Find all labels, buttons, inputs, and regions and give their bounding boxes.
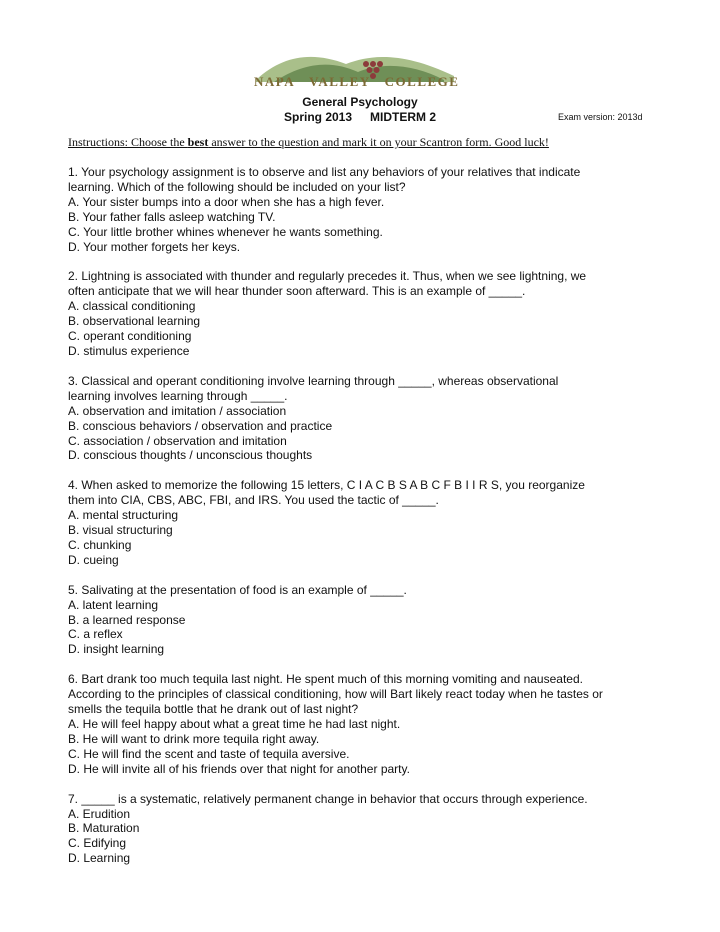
- answer-option-a: A. Erudition: [68, 806, 131, 821]
- answer-option-c: C. association / observation and imitation: [68, 433, 287, 448]
- answer-option-c: C. a reflex: [68, 627, 123, 642]
- answer-option-a: A. classical conditioning: [68, 299, 196, 314]
- question-text: smells the tequila bottle that he drank out of last night?: [68, 702, 359, 717]
- answer-option-c: C. Edifying: [68, 836, 127, 851]
- answer-option-d: D. Learning: [68, 851, 131, 866]
- course-title: General Psychology: [302, 95, 418, 109]
- question-2: [68, 269, 678, 358]
- instructions-emphasis: best: [187, 135, 209, 149]
- question-1: [68, 165, 678, 254]
- answer-option-b: B. a learned response: [68, 612, 186, 627]
- answer-option-d: D. insight learning: [68, 642, 165, 657]
- question-3: [68, 374, 678, 463]
- answer-option-c: C. chunking: [68, 537, 132, 552]
- answer-option-d: D. conscious thoughts / unconscious thoughts: [68, 448, 313, 463]
- answer-option-c: C. Your little brother whines whenever he wants something.: [68, 224, 383, 239]
- exam-term: Spring 2013: [283, 110, 353, 124]
- instructions: [68, 135, 668, 150]
- answer-option-a: A. He will feel happy about what a great time he had last night.: [68, 717, 401, 731]
- question-list: [68, 165, 678, 881]
- question-text: 2. Lightning is associated with thunder and regularly precedes it. Thus, when we see lightning, we: [68, 269, 587, 284]
- exam-title: MIDTERM 2: [370, 110, 437, 124]
- instructions-after: answer to the question and mark it on your Scantron form. Good luck!: [208, 135, 549, 149]
- answer-option-b: B. conscious behaviors / observation and practice: [68, 418, 333, 433]
- answer-option-a: A. observation and imitation / association: [68, 403, 287, 418]
- question-7: [68, 792, 678, 867]
- question-text: learning. Which of the following should be included on your list?: [68, 179, 406, 194]
- answer-option-b: B. Your father falls asleep watching TV.: [68, 209, 276, 224]
- question-6: [68, 672, 678, 776]
- question-4: [68, 478, 678, 567]
- logo-word-napa: NAPA: [254, 74, 296, 89]
- question-text: them into CIA, CBS, ABC, FBI, and IRS. You used the tactic of _____.: [68, 493, 439, 508]
- answer-option-c: C. He will find the scent and taste of tequila aversive.: [68, 746, 350, 761]
- answer-option-a: A. Your sister bumps into a door when she has a high fever.: [68, 194, 385, 209]
- question-text: 5. Salivating at the presentation of food is an example of _____.: [68, 582, 407, 597]
- question-text: According to the principles of classical conditioning, how will Bart likely react today when he tastes or: [68, 687, 603, 702]
- question-text: often anticipate that we will hear thunder soon afterward. This is an example of _____.: [68, 284, 526, 299]
- question-text: 6. Bart drank too much tequila last night. He spent much of this morning vomiting and nauseated.: [68, 672, 583, 687]
- logo-wordmark: [254, 74, 460, 90]
- answer-option-d: D. He will invite all of his friends over that night for another party.: [68, 761, 410, 776]
- answer-option-b: B. visual structuring: [68, 523, 173, 538]
- question-text: learning involves learning through _____.: [68, 388, 288, 403]
- answer-option-a: A. latent learning: [68, 597, 159, 612]
- question-5: [68, 583, 678, 658]
- logo-word-valley: VALLEY: [309, 74, 371, 89]
- answer-option-b: B. He will want to drink more tequila right away.: [68, 731, 320, 746]
- instructions-before: Instructions: Choose the: [68, 135, 188, 149]
- answer-option-d: D. cueing: [68, 552, 119, 567]
- answer-option-d: D. Your mother forgets her keys.: [68, 239, 241, 254]
- question-text: 7. _____ is a systematic, relatively permanent change in behavior that occurs through experience.: [68, 791, 588, 806]
- logo-word-college: COLLEGE: [384, 74, 460, 89]
- answer-option-a: A. mental structuring: [68, 508, 179, 523]
- question-text: 3. Classical and operant conditioning involve learning through _____, whereas observational: [68, 373, 559, 388]
- answer-option-b: B. observational learning: [68, 314, 201, 329]
- question-text: 1. Your psychology assignment is to observe and list any behaviors of your relatives that indicate: [68, 165, 581, 179]
- question-text: 4. When asked to memorize the following 15 letters, C I A C B S A B C F B I I R S, you reorganize: [68, 478, 585, 493]
- exam-version: Exam version: 2013d: [558, 112, 643, 122]
- answer-option-d: D. stimulus experience: [68, 343, 190, 358]
- answer-option-b: B. Maturation: [68, 821, 140, 836]
- answer-option-c: C. operant conditioning: [68, 329, 192, 344]
